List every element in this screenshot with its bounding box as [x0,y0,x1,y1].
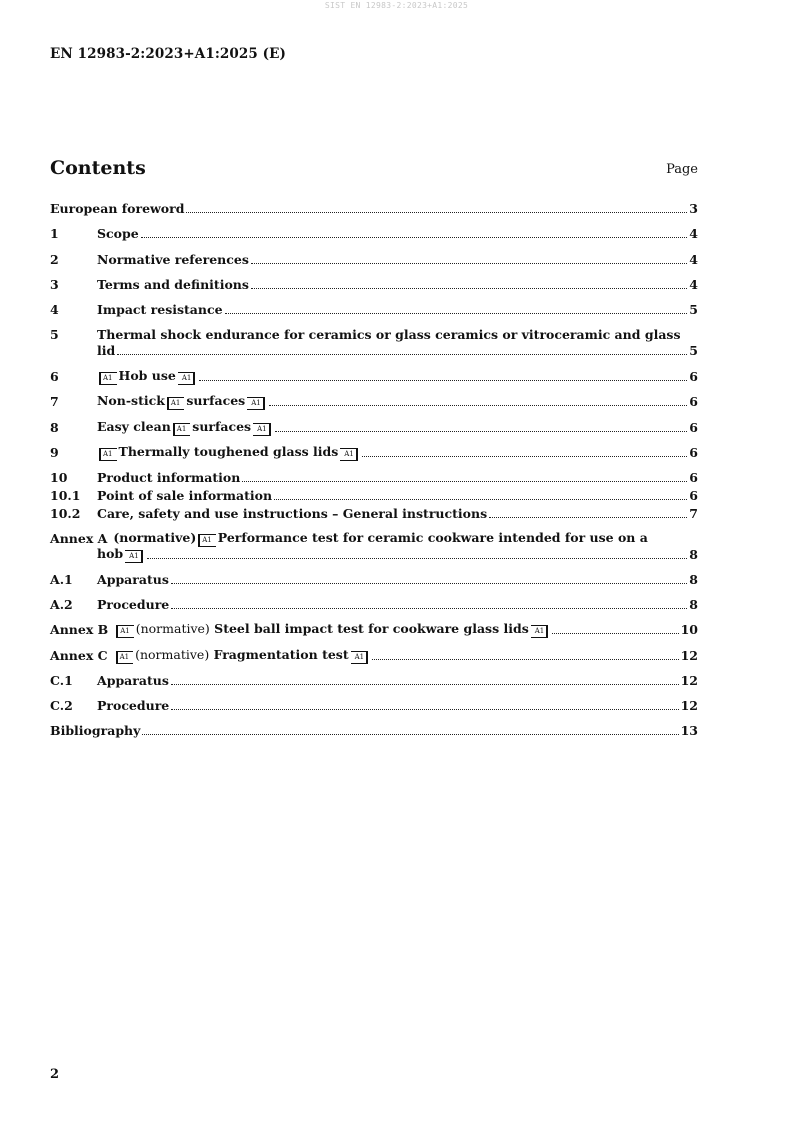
toc-page: 4 [689,277,698,292]
toc-number: A.2 [50,597,73,612]
toc-title: Care, safety and use instructions – General instructions [97,506,488,521]
toc-page: 6 [689,369,698,384]
toc-entry-impact-resistance[interactable] [50,302,698,318]
dot-leader [225,312,688,314]
toc-title-post: surfaces [192,419,252,434]
toc-number: 8 [50,420,59,435]
annex-qualifier: (normative) [135,621,210,636]
toc-entry-terms-definitions[interactable] [50,277,698,293]
toc-page: 6 [689,470,698,485]
dot-leader [372,658,678,660]
page-number: 2 [50,1067,60,1082]
toc-number: Annex C [50,648,108,663]
toc-number: 3 [50,277,59,292]
toc-entry-point-of-sale[interactable] [50,488,698,504]
toc-entry-normative-references[interactable] [50,252,698,268]
dot-leader [147,557,688,559]
toc-number: 2 [50,252,59,267]
toc-entry-annex-b[interactable] [50,622,698,638]
toc-page: 8 [689,597,698,612]
toc-page: 4 [689,226,698,241]
toc-title-group [97,419,273,436]
amendment-start-marker: A1 [167,397,185,410]
dot-leader [362,455,687,457]
toc-title-continued: hob [97,546,124,561]
amendment-end-marker: A1 [125,550,143,563]
toc-page: 12 [680,648,698,663]
toc-title: Hob use [118,368,176,383]
toc-page: 8 [689,547,698,562]
toc-title: Procedure [97,597,170,612]
toc-title: Apparatus [97,673,169,688]
toc-title: Impact resistance [97,302,223,317]
toc-page: 7 [689,506,698,521]
toc-title: Performance test for ceramic cookware intended for use on a [217,530,648,545]
toc-entry-care-safety[interactable] [50,506,698,522]
toc-number: 10.2 [50,506,81,521]
toc-entry-toughened-glass-lids[interactable] [50,445,698,461]
dot-leader [171,683,679,685]
dot-leader [171,708,678,710]
toc-number: 10 [50,470,68,485]
toc-entry-foreword[interactable] [50,201,698,217]
toc-entry-hob-use[interactable] [50,369,698,385]
dot-leader [269,404,688,406]
toc-title: Procedure [97,698,170,713]
toc-page: 3 [689,201,698,216]
toc-number: A.1 [50,572,73,587]
toc-title: Point of sale information [97,488,273,503]
annex-qualifier: (normative) [113,530,197,545]
dot-leader [552,632,678,634]
amendment-end-marker: A1 [253,423,271,436]
amendment-end-marker: A1 [531,625,549,638]
toc-entry-a2-procedure[interactable] [50,597,698,613]
dot-leader [489,516,687,518]
amendment-start-marker: A1 [198,534,216,547]
dot-leader [274,498,687,500]
toc-number: 9 [50,445,59,460]
toc-title: Thermally toughened glass lids [118,444,339,459]
toc-page: 4 [689,252,698,267]
dot-leader [242,480,687,482]
toc-title-pre: Easy clean [97,419,171,434]
watermark: SIST EN 12983-2:2023+A1:2025 [324,1,469,10]
toc-number: Annex B [50,622,109,637]
toc-title: Scope [97,226,139,241]
dot-leader [186,211,687,213]
toc-title: Apparatus [97,572,169,587]
toc-number: C.2 [50,698,73,713]
toc-title-group [114,621,550,638]
amendment-start-marker: A1 [173,423,191,436]
dot-leader [251,287,687,289]
toc-page: 8 [689,572,698,587]
toc-entry-thermal-shock[interactable] [50,327,698,359]
toc-page: 5 [689,302,698,317]
document-id: EN 12983-2:2023+A1:2025 (E) [50,46,287,62]
dot-leader [171,582,687,584]
toc-title-pre: Non-stick [97,393,165,408]
toc-number: C.1 [50,673,73,688]
dot-leader [117,353,687,355]
toc-title: Fragmentation test [213,647,349,662]
toc-title-post: surfaces [186,393,246,408]
toc-entry-annex-c[interactable] [50,648,698,664]
toc-title-group [97,444,360,461]
contents-heading: Contents [50,157,146,179]
toc-title-group [113,530,647,547]
toc-number: 1 [50,226,59,241]
amendment-start-marker: A1 [99,448,117,461]
toc-entry-c2-procedure[interactable] [50,698,698,714]
toc-page: 6 [689,420,698,435]
toc-title-group [114,647,371,664]
toc-title: Product information [97,470,241,485]
amendment-start-marker: A1 [116,651,134,664]
toc-page: 5 [689,343,698,358]
dot-leader [141,236,688,238]
toc-entry-non-stick[interactable] [50,394,698,410]
toc-number: 6 [50,369,59,384]
toc-page: 6 [689,445,698,460]
dot-leader [199,379,687,381]
toc-title: Steel ball impact test for cookware glass lids [214,621,529,636]
toc-number: Annex A [50,531,108,546]
toc-title-group [97,546,145,563]
dot-leader [142,733,678,735]
amendment-end-marker: A1 [247,397,265,410]
toc-number: 7 [50,394,59,409]
amendment-end-marker: A1 [351,651,369,664]
toc-page: 10 [680,622,698,637]
toc-title-group [97,393,267,410]
toc-entry-bibliography[interactable] [50,723,698,739]
amendment-end-marker: A1 [340,448,358,461]
toc-entry-c1-apparatus[interactable] [50,673,698,689]
toc-entry-a1-apparatus[interactable] [50,572,698,588]
amendment-end-marker: A1 [178,372,196,385]
toc-entry-scope[interactable] [50,226,698,242]
toc-page: 6 [689,488,698,503]
toc-page: 13 [680,723,698,738]
toc-number: 4 [50,302,59,317]
toc-page: 12 [680,698,698,713]
toc-title: Terms and definitions [97,277,249,292]
toc-title-group [97,368,197,385]
toc-page: 12 [680,673,698,688]
annex-qualifier: (normative) [135,647,210,662]
toc-entry-product-information[interactable] [50,470,698,486]
amendment-start-marker: A1 [116,625,134,638]
toc-entry-annex-a[interactable] [50,531,698,563]
toc-title: European foreword [50,201,185,216]
page-column-heading: Page [666,162,698,177]
toc-page: 6 [689,394,698,409]
dot-leader [275,430,688,432]
dot-leader [251,262,687,264]
toc-number: 10.1 [50,488,81,503]
toc-title-continued: lid [97,343,116,358]
toc-title: Thermal shock endurance for ceramics or glass ceramics or vitroceramic and glass [97,327,681,342]
toc-title: Normative references [97,252,249,267]
amendment-start-marker: A1 [99,372,117,385]
toc-number: 5 [50,327,59,342]
dot-leader [171,607,687,609]
toc-title: Bibliography [50,723,141,738]
toc-entry-easy-clean[interactable] [50,420,698,436]
